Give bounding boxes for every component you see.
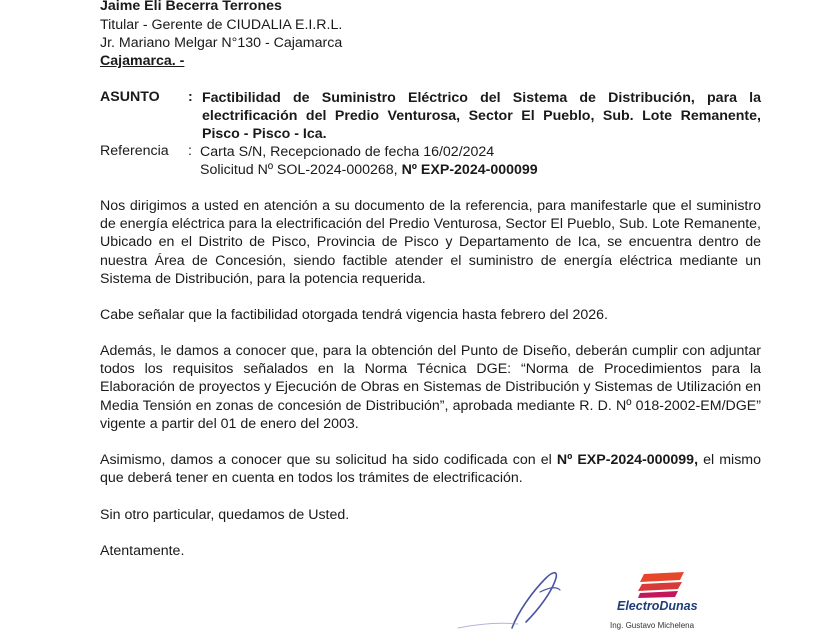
body-paragraph-3: Además, le damos a conocer que, para la obtención del Punto de Diseño, deberán cumplir con adjuntar todos los requisitos señalados en la Norma Técnica DGE: “Norma de Procedimientos para la Elaboración de proyectos y Ejecución de Obras en Sistemas de Distribución y Sistemas de Utilización en Media Tensión en zonas de concesión de Distribución”, aprobada mediante R. D. Nº 018-2002-EM/DGE” vigente a partir del 01 de enero del 2003. <box>100 343 761 432</box>
signer-name: Ing. Gustavo Michelena <box>610 621 695 630</box>
paragraph-4-prefix: Asimismo, damos a conocer que su solicitud ha sido codificada con el <box>100 452 557 468</box>
closing-line: Sin otro particular, quedamos de Usted. <box>100 507 350 523</box>
recipient-city: Cajamarca. - <box>100 53 185 69</box>
recipient-title: Titular - Gerente de CIUDALIA E.I.R.L. <box>100 17 343 33</box>
subject-row <box>100 89 761 142</box>
body-paragraph-2: Cabe señalar que la factibilidad otorgada tendrá vigencia hasta febrero del 2026. <box>100 307 608 323</box>
handwritten-signature-icon <box>448 562 598 630</box>
reference-line-2 <box>200 161 538 179</box>
body-paragraph-4 <box>100 451 761 487</box>
farewell-line: Atentamente. <box>100 543 185 559</box>
subject-colon: : <box>188 89 193 105</box>
logo-mark-icon <box>638 572 686 598</box>
paragraph-4-expediente: Nº EXP-2024-000099, <box>556 452 699 468</box>
subject-text: Factibilidad de Suministro Eléctrico del Sistema de Distribución, para la electrificación del Predio Venturosa, Sector El Pueblo, Sub. Lote Remanente, Pisco - Pisco - Ica. <box>202 90 761 142</box>
company-logo-text: ElectroDunas <box>617 599 698 613</box>
reference-colon: : <box>188 143 192 159</box>
reference-expediente: Nº EXP-2024-000099 <box>401 162 538 178</box>
body-paragraph-1: Nos dirigimos a usted en atención a su documento de la referencia, para manifestarle que el suministro de energía eléctrica para la electrificación del Predio Venturosa, Sector El Pueblo, Sub. Lote Remanente, Ubicado en el Distrito de Pisco, Provincia de Pisco y Departamento de Ica, se encuentra dentro de nuestra Área de Concesión, siendo factible atender el suministro de energía eléctrica mediante un Sistema de Distribución, para la potencia requerida. <box>100 198 761 287</box>
paragraph-4-suffix: el mismo que deberá tener en cuenta en todos los trámites de electrificación. <box>100 452 762 487</box>
reference-line-1: Carta S/N, Recepcionado de fecha 16/02/2024 <box>200 144 495 160</box>
subject-label: ASUNTO <box>100 89 160 105</box>
recipient-name: Jaime Eli Becerra Terrones <box>100 0 282 14</box>
reference-solicitud: Solicitud Nº SOL-2024-000268, <box>200 162 402 178</box>
recipient-address: Jr. Mariano Melgar N°130 - Cajamarca <box>100 35 343 51</box>
reference-row <box>100 143 761 183</box>
reference-label: Referencia <box>100 143 169 159</box>
